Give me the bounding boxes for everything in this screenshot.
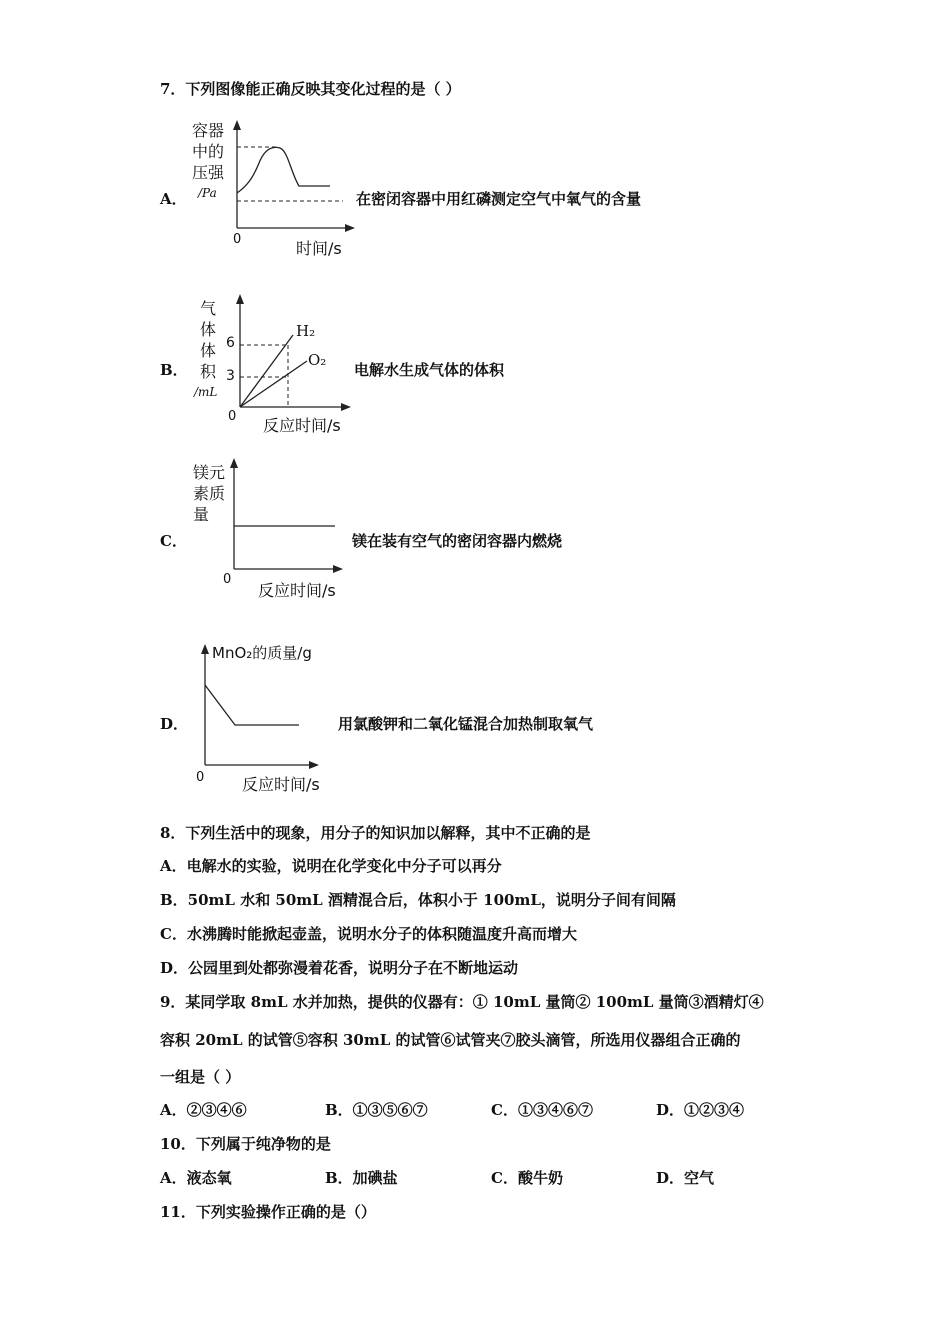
q10-option-b: B．加碘盐: [325, 1169, 398, 1187]
q7d-x-label: 反应时间/s: [242, 775, 320, 794]
q7c-y-arrow: [230, 458, 238, 468]
q7c-x-label: 反应时间/s: [258, 581, 336, 600]
q8-option-c: C．水沸腾时能掀起壶盖，说明水分子的体积随温度升高而增大: [160, 925, 577, 943]
q7b-h2-label: H₂: [296, 322, 316, 340]
q7b-o2-line: [240, 361, 307, 407]
q10-option-d: D．空气: [656, 1169, 715, 1187]
q7-stem: 7．下列图像能正确反映其变化过程的是（ ）: [160, 80, 461, 98]
q7d-x-arrow: [309, 761, 319, 769]
q7-option-b-description: 电解水生成气体的体积: [354, 361, 505, 379]
q7-option-c-description: 镁在装有空气的密闭容器内燃烧: [352, 532, 563, 550]
q7a-y-label: 容器 中的 压强 /Pa: [192, 121, 225, 200]
q7b-h2-line: [240, 335, 293, 407]
q7b-graph: [230, 292, 355, 417]
q11-stem: 11．下列实验操作正确的是（）: [160, 1203, 376, 1221]
q7b-tick-3: 3: [226, 368, 235, 384]
q7a-x-label: 时间/s: [296, 239, 342, 258]
q8-option-a: A．电解水的实验，说明在化学变化中分子可以再分: [160, 857, 502, 875]
q7-option-b-letter: B．: [160, 361, 188, 379]
q7c-x-arrow: [333, 565, 343, 573]
q7a-origin: 0: [233, 232, 242, 247]
q9-option-b: B．①③⑤⑥⑦: [325, 1101, 428, 1119]
q7b-x-label: 反应时间/s: [263, 416, 341, 435]
q8-option-d: D．公园里到处都弥漫着花香，说明分子在不断地运动: [160, 959, 519, 977]
q8-option-b: B．50mL 水和 50mL 酒精混合后，体积小于 100mL，说明分子间有间隔: [160, 891, 676, 909]
q7-option-a-description: 在密闭容器中用红磷测定空气中氧气的含量: [356, 190, 642, 208]
q10-option-c: C．酸牛奶: [491, 1169, 563, 1187]
q7a-pressure-curve: [237, 147, 330, 193]
q9-stem-line1: 9．某同学取 8mL 水并加热，提供的仪器有：① 10mL 量筒② 100mL 量筒③酒精灯④: [160, 993, 764, 1011]
q7b-tick-6: 6: [226, 335, 235, 351]
q7c-y-label: 镁元 素质 量: [193, 463, 226, 524]
q7d-mass-line: [205, 685, 299, 725]
q7d-graph: [195, 640, 325, 775]
q7b-y-arrow: [236, 294, 244, 304]
q9-option-c: C．①③④⑥⑦: [491, 1101, 593, 1119]
q9-option-a: A．②③④⑥: [160, 1101, 247, 1119]
q7a-y-arrow: [233, 120, 241, 130]
q8-stem: 8．下列生活中的现象，用分子的知识加以解释，其中不正确的是: [160, 824, 591, 842]
q7d-y-label: MnO₂的质量/g: [212, 644, 312, 662]
q7b-o2-label: O₂: [308, 351, 327, 369]
q7-option-d-letter: D．: [160, 715, 189, 733]
q9-stem-line2: 容积 20mL 的试管⑤容积 30mL 的试管⑥试管夹⑦胶头滴管，所选用仪器组合正确的: [160, 1031, 741, 1049]
q7d-y-arrow: [201, 644, 209, 654]
q10-stem: 10．下列属于纯净物的是: [160, 1135, 331, 1153]
q7-option-d-description: 用氯酸钾和二氧化锰混合加热制取氧气: [338, 715, 594, 733]
q9-stem-line3: 一组是（ ）: [160, 1068, 241, 1086]
q10-option-a: A．液态氧: [160, 1169, 232, 1187]
q7b-x-arrow: [341, 403, 351, 411]
q7b-origin: 0: [228, 409, 237, 424]
q7c-origin: 0: [223, 572, 232, 587]
q7b-y-label: 气 体 体 积 /mL: [194, 299, 218, 399]
q7d-origin: 0: [196, 770, 205, 785]
q7a-x-arrow: [345, 224, 355, 232]
q7-option-a-letter: A．: [160, 190, 187, 208]
q7c-graph: [225, 456, 350, 581]
q9-option-d: D．①②③④: [656, 1101, 745, 1119]
q7-option-c-letter: C．: [160, 532, 187, 550]
